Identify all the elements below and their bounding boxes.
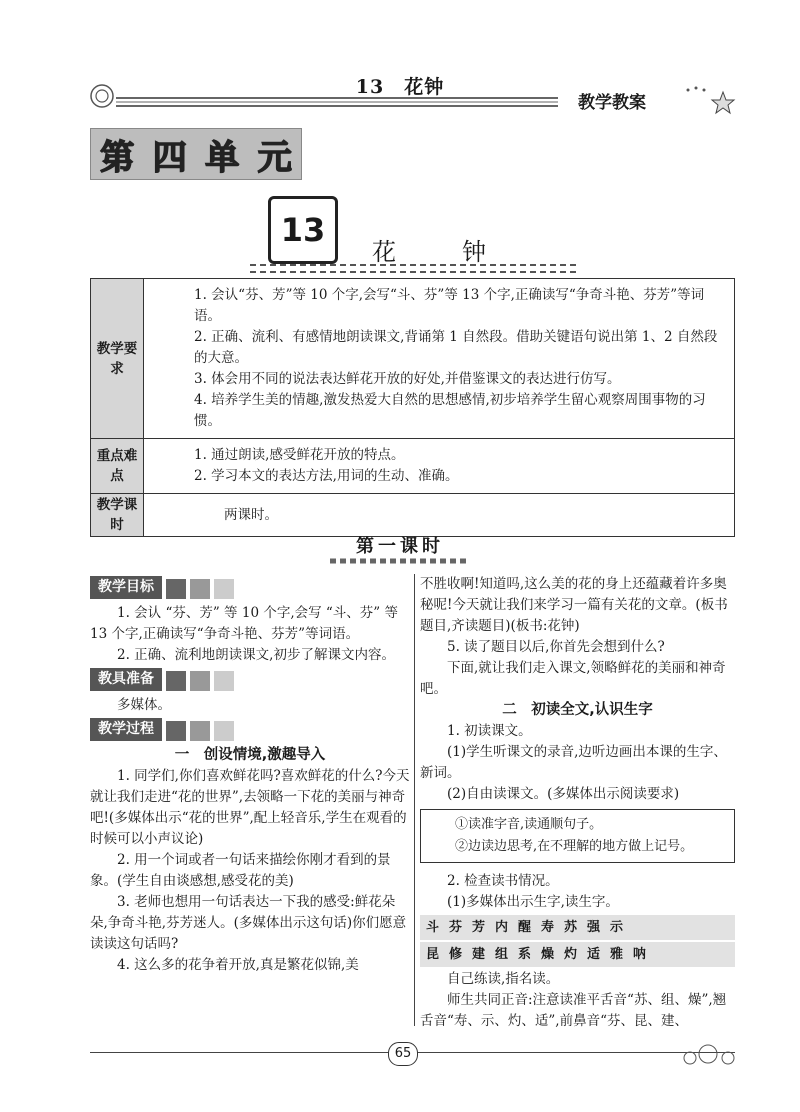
header-lesson-title: 13 花钟	[355, 76, 445, 98]
title-underline	[250, 262, 580, 276]
tool-label: 教具准备	[90, 668, 162, 691]
header-tag: 教学教案	[578, 93, 646, 113]
req-content	[144, 279, 735, 439]
column-divider	[414, 574, 415, 1026]
paragraph: ①读准字音,读通顺句子。	[455, 817, 603, 832]
key-content	[144, 439, 735, 494]
paragraph: 1. 初读课文。	[447, 723, 532, 739]
paragraph: 3. 老师也想用一句话表达一下我的感受:鲜花朵朵,争奇斗艳,芬芳迷人。(多媒体出示这句话)你们愿意读读这句话吗?	[90, 894, 407, 952]
paragraph: 2. 正确、流利地朗读课文,初步了解课文内容。	[117, 647, 395, 663]
period-title: 第一课时	[356, 536, 444, 557]
paragraph: 2. 检查读书情况。	[447, 873, 559, 889]
table-row	[91, 439, 735, 494]
paragraph: 1. 会认 “芬、芳” 等 10 个字,会写 “斗、芬” 等 13 个字,正确读写“争奇斗艳、芬芳”等词语。	[90, 605, 398, 642]
paragraph: 不胜收啊!知道吗,这么美的花的身上还蕴藏着许多奥秘呢!今天就让我们来学习一篇有关花的文章。(板书题目,齐读题目)(板书:花钟)	[420, 576, 728, 634]
paragraph: 2. 用一个词或者一句话来描绘你刚才看到的景象。(学生自由谈感想,感受花的美)	[90, 852, 391, 889]
process-label: 教学过程	[90, 718, 162, 741]
paragraph: (1)学生听课文的录音,边听边画出本课的生字、新词。	[420, 744, 727, 781]
table-row	[91, 279, 735, 439]
lesson-title-char: 花	[372, 238, 396, 266]
time-label: 教学课时	[91, 494, 144, 537]
paragraph: (1)多媒体出示生字,读生字。	[447, 894, 619, 910]
right-column	[420, 574, 735, 1032]
paragraph: ②边读边思考,在不理解的地方做上记号。	[455, 839, 694, 854]
paragraph: (2)自由读课文。(多媒体出示阅读要求)	[447, 786, 680, 802]
unit-char: 单	[205, 137, 240, 178]
time-content: 两课时。	[144, 494, 735, 537]
paragraph: 1. 同学们,你们喜欢鲜花吗?喜欢鲜花的什么?今天就让我们走进“花的世界”,去领略一下花的美丽与神奇吧!(多媒体出示“花的世界”,配上轻音乐,学生在观看的时候可以小声议论)	[90, 768, 410, 847]
paragraph: 4. 这么多的花争着开放,真是繁花似锦,美	[117, 957, 359, 973]
character-list: 昆修建组系燥灼适雅呐	[420, 942, 735, 967]
paragraph: 5. 读了题目以后,你首先会想到什么?	[447, 639, 665, 655]
period-underline	[330, 556, 470, 566]
lesson-number: 13	[280, 211, 326, 249]
unit-char: 元	[257, 137, 292, 178]
table-row	[91, 494, 735, 537]
list-item: 2. 正确、流利、有感情地朗读课文,背诵第 1 自然段。借助关键语句说出第 1、2 自然段的大意。	[194, 329, 718, 366]
list-item: 4. 培养学生美的情趣,激发热爱大自然的思想感情,初步培养学生留心观察周围事物的习惯。	[194, 392, 706, 429]
lesson-title-char: 钟	[462, 238, 486, 266]
list-item: 2. 学习本文的表达方法,用词的生动、准确。	[194, 468, 459, 484]
process-section-label	[90, 716, 410, 745]
list-item: 1. 通过朗读,感受鲜花开放的特点。	[194, 447, 405, 463]
calendar-icon	[268, 196, 338, 264]
section-heading: 二 初读全文,认识生字	[502, 702, 653, 718]
character-list: 斗芬芳内醒寿苏强示	[420, 915, 735, 940]
list-item: 1. 会认“芬、芳”等 10 个字,会写“斗、芬”等 13 个字,正确读写“争奇斗艳、芬芳”等词语。	[194, 287, 705, 324]
section-heading: 一 创设情境,激趣导入	[174, 747, 326, 763]
tool-section-label	[90, 666, 410, 695]
list-item: 3. 体会用不同的说法表达鲜花开放的好处,并借鉴课文的表达进行仿写。	[194, 371, 621, 387]
unit-banner	[90, 128, 302, 180]
paragraph: 自己练读,指名读。	[447, 971, 560, 987]
req-label: 教学要求	[91, 279, 144, 439]
left-column	[90, 574, 410, 976]
unit-char: 第	[100, 137, 135, 178]
page-number: 65	[388, 1042, 418, 1066]
key-label: 重点难点	[91, 439, 144, 494]
reading-requirements-box	[420, 809, 735, 863]
unit-char: 四	[152, 137, 187, 178]
goal-section-label	[90, 574, 410, 603]
paragraph: 多媒体。	[117, 697, 171, 713]
goal-label: 教学目标	[90, 576, 162, 599]
goals-table	[90, 278, 735, 537]
paragraph: 下面,就让我们走入课文,领略鲜花的美丽和神奇吧。	[420, 660, 726, 697]
paragraph: 师生共同正音:注意读准平舌音“苏、组、燥”,翘舌音“寿、示、灼、适”,前鼻音“芬、昆、建、	[420, 992, 727, 1029]
bubbles-decoration	[680, 1040, 750, 1070]
